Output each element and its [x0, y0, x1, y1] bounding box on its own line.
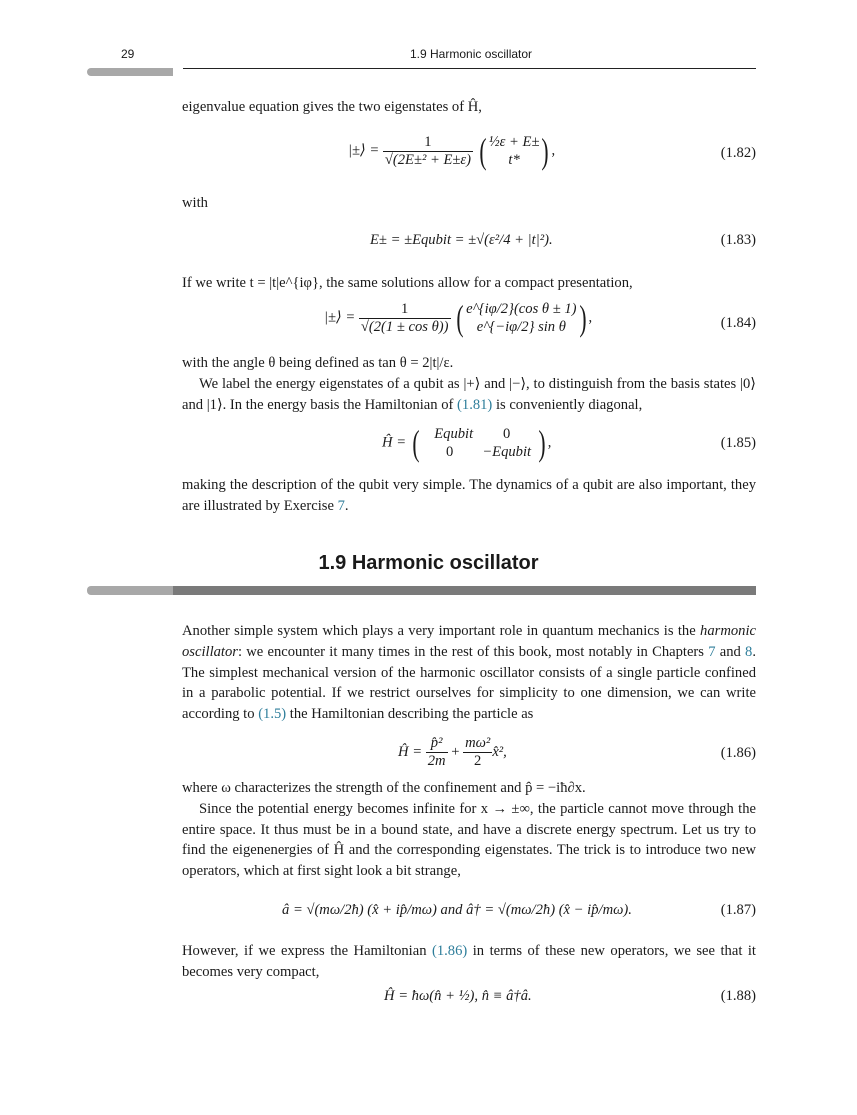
paragraph: where ω characterizes the strength of the confinement and p̂ = −iħ∂x. Since the potential energy becomes infinite for x → ±∞, the particle cannot move through the entire space. It thus must be in a bound state, and have a discrete energy spectrum. Let us try to find the eigenenergies of Ĥ and the corresponding eigenstates. The trick is to introduce two new operators, which at first sight look a bit strange, [182, 780, 756, 880]
equation-link[interactable]: (1.5) [258, 706, 287, 723]
equation-link[interactable]: (1.81) [457, 396, 493, 413]
section-bar [173, 586, 756, 595]
chapter-link[interactable]: 7 [708, 643, 716, 660]
equation-body: Ĥ = ħω(n̂ + ½), n̂ ≡ â†â. [384, 988, 532, 1004]
page-number: 29 [121, 47, 135, 61]
equation-number: (1.84) [720, 315, 756, 331]
equation-number: (1.85) [720, 435, 756, 451]
equation-body: Ĥ = ( Equbit 0 0 −Equbit ) , [382, 423, 552, 463]
paragraph: making the description of the qubit very simple. The dynamics of a qubit are also important, they are illustrated by Exercise 7. [182, 477, 756, 514]
equation-number: (1.83) [720, 232, 756, 248]
equation-link[interactable]: (1.86) [431, 943, 468, 959]
header-rule [183, 68, 756, 69]
equation-number: (1.88) [720, 988, 756, 1004]
equation-body: E± = ±Equbit = ±√(ε²/4 + |t|²). [370, 232, 553, 248]
exercise-link[interactable]: 7 [337, 497, 345, 514]
equation-body: â = √(mω/2ħ) (x̂ + ip̂/mω) and â† = √(mω/2ħ) (x̂ − ip̂/mω). [282, 902, 632, 918]
paragraph: with [182, 195, 208, 211]
paragraph: eigenvalue equation gives the two eigenstates of Ĥ, [182, 99, 482, 115]
paragraph: with the angle θ being defined as tan θ = 2|t|/ε. We label the energy eigenstates of a qubit as |+⟩ and |−⟩, to distinguish from the basis states |0⟩ and |1⟩. In the energy basis the Hamiltonian of (1.81) is conveniently diagonal, [182, 355, 756, 413]
equation-body: Ĥ = $\frac{\text{p̂²}}{2m}$ + $\frac{\text{mω²}}{2}$ x̂², [398, 735, 507, 769]
equation-1-87 [182, 902, 756, 930]
equation-1-86 [182, 735, 756, 779]
equation-1-83 [182, 232, 756, 260]
section-title: 1.9 Harmonic oscillator [318, 552, 539, 574]
equation-number: (1.87) [720, 902, 756, 918]
running-title: 1.9 Harmonic oscillator [410, 47, 533, 61]
equation-number: (1.86) [720, 745, 756, 761]
equation-body: |±⟩ = $\frac{1}{\text{√(2(1 ± cos θ))}}$ ( e^{iφ/2}(cos θ ± 1) e^{−iφ/2} sin θ ) , [324, 298, 593, 338]
paragraph: Another simple system which plays a very important role in quantum mechanics is the harmonic oscillator: we encounter it many times in the rest of this book, most notably in Chapters 7 and 8. The simplest mechanical version of the harmonic oscillator consists of a single particle confined in a parabolic potential. If we restrict ourselves for simplicity to one dimension, we can write according to (1.5) the Hamiltonian describing the particle as [182, 623, 756, 723]
chapter-link[interactable]: 8 [745, 643, 753, 660]
equation-1-84 [182, 300, 756, 348]
equation-1-82 [182, 133, 756, 189]
paragraph: If we write t = |t|e^{iφ}, the same solutions allow for a compact presentation, [182, 275, 633, 291]
paragraph: However, if we express the Hamiltonian (1.86) in terms of these new operators, we see that it becomes very compact, [182, 943, 756, 980]
header-accent-bar [87, 68, 173, 76]
section-bar-accent [87, 586, 173, 595]
equation-1-85 [182, 425, 756, 465]
equation-body: |±⟩ = $\frac{1}{\text{√(2E±² + E±ε)}}$ ( ½ε + E± t* ) , [348, 131, 556, 171]
equation-1-88 [182, 988, 756, 1016]
equation-number: (1.82) [720, 145, 756, 161]
